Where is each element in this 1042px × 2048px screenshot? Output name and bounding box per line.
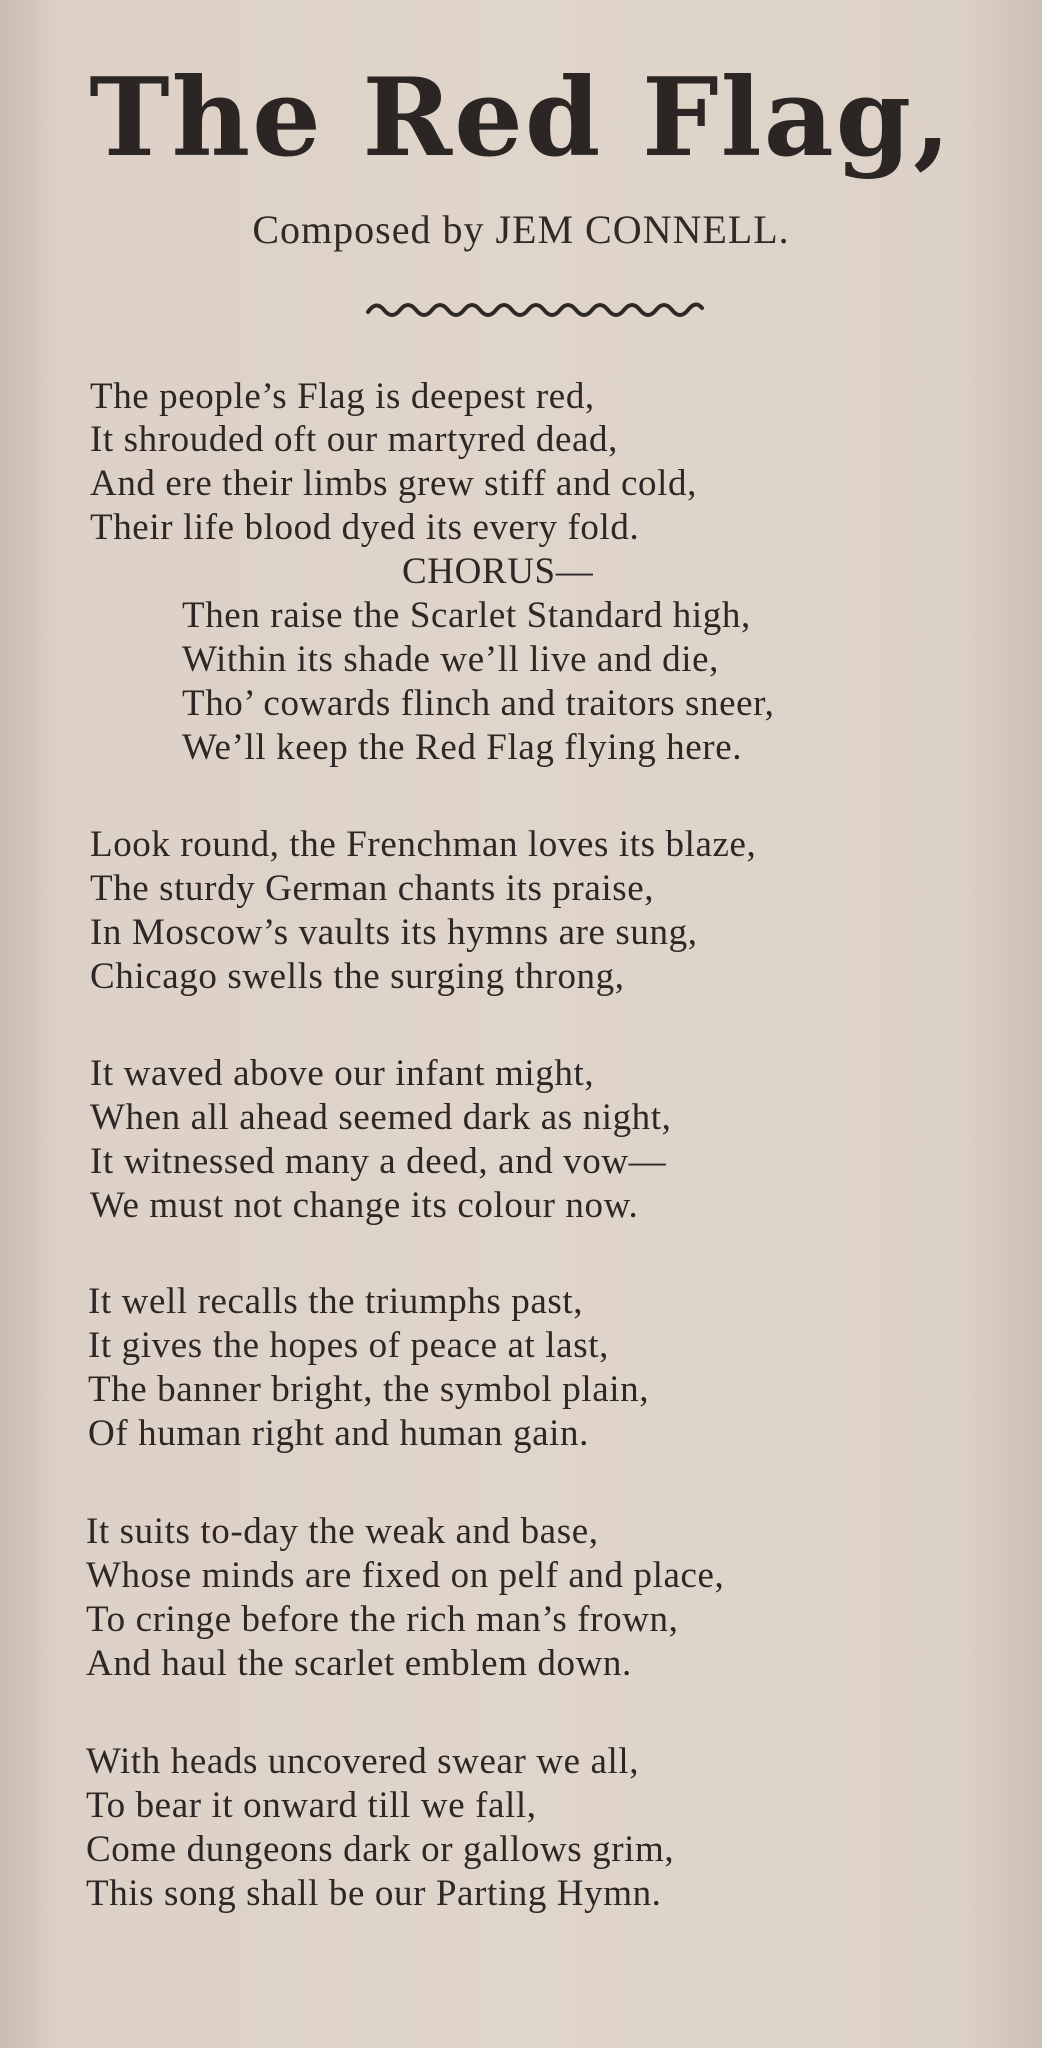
verse-6-line-3: Come dungeons dark or gallows grim, — [86, 1829, 675, 1870]
verse-4-line-2: It gives the hopes of peace at last, — [88, 1325, 609, 1366]
verse-6-line-4: This song shall be our Parting Hymn. — [86, 1873, 662, 1914]
verse-2-line-3: In Moscow’s vaults its hymns are sung, — [90, 912, 698, 953]
chorus-line-4: We’ll keep the Red Flag flying here. — [182, 727, 743, 768]
verse-2-line-1: Look round, the Frenchman loves its blaze, — [90, 824, 757, 865]
verse-1-line-2: It shrouded oft our martyred dead, — [90, 419, 618, 460]
verse-3-line-1: It waved above our infant might, — [90, 1053, 595, 1094]
chorus-line-3: Tho’ cowards flinch and traitors sneer, — [182, 683, 775, 724]
verse-5-line-4: And haul the scarlet emblem down. — [86, 1643, 632, 1684]
verse-1-line-1: The people’s Flag is deepest red, — [90, 376, 595, 417]
verse-5-line-3: To cringe before the rich man’s frown, — [86, 1599, 679, 1640]
verse-6-line-1: With heads uncovered swear we all, — [86, 1741, 640, 1782]
verse-5-line-2: Whose minds are fixed on pelf and place, — [86, 1555, 725, 1596]
verse-6-line-2: To bear it onward till we fall, — [86, 1785, 537, 1826]
verse-3-line-2: When all ahead seemed dark as night, — [90, 1097, 672, 1138]
composer-credit: Composed by JEM CONNELL. — [252, 207, 790, 252]
verse-1-line-3: And ere their limbs grew stiff and cold, — [90, 463, 697, 504]
verse-4-line-1: It well recalls the triumphs past, — [88, 1281, 584, 1322]
verse-2-line-4: Chicago swells the surging throng, — [90, 956, 625, 997]
verse-5-line-1: It suits to-day the weak and base, — [86, 1511, 599, 1552]
chorus-line-1: Then raise the Scarlet Standard high, — [182, 595, 751, 636]
song-title: The Red Flag, — [89, 55, 953, 181]
verse-3-line-4: We must not change its colour now. — [90, 1185, 639, 1226]
verse-4-line-3: The banner bright, the symbol plain, — [88, 1369, 650, 1410]
chorus-heading: CHORUS— — [402, 551, 594, 592]
verse-1-line-4: Their life blood dyed its every fold. — [90, 507, 640, 548]
verse-4-line-4: Of human right and human gain. — [88, 1413, 589, 1454]
verse-3-line-3: It witnessed many a deed, and vow— — [90, 1141, 667, 1182]
wavy-rule-ornament — [366, 298, 704, 322]
chorus-line-2: Within its shade we’ll live and die, — [182, 639, 719, 680]
verse-2-line-2: The sturdy German chants its praise, — [90, 868, 655, 909]
